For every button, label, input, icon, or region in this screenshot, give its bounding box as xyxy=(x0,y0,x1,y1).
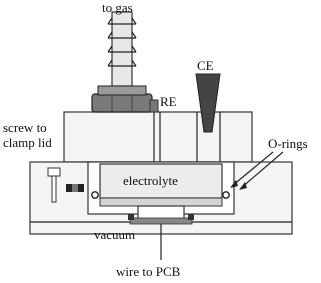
screw-label-line2: clamp lid xyxy=(3,135,52,150)
re-label: RE xyxy=(160,94,177,109)
to-gas-label: to gas xyxy=(102,0,133,15)
wire-label: wire to PCB xyxy=(116,264,181,279)
electrolyte-label: electrolyte xyxy=(123,173,178,188)
ce-label: CE xyxy=(197,58,214,73)
o-rings-label: O-rings xyxy=(268,136,308,151)
lid-block xyxy=(64,112,252,162)
o-ring-right xyxy=(223,192,229,198)
screw-label-line1: screw to xyxy=(3,120,47,135)
sample-pedestal xyxy=(128,206,194,224)
gas-fitting xyxy=(92,12,152,112)
electrolyte-cup xyxy=(100,164,222,206)
vacuum-label: vacuum xyxy=(94,227,136,242)
o-ring-left xyxy=(92,192,98,198)
reference-electrode xyxy=(150,100,158,112)
